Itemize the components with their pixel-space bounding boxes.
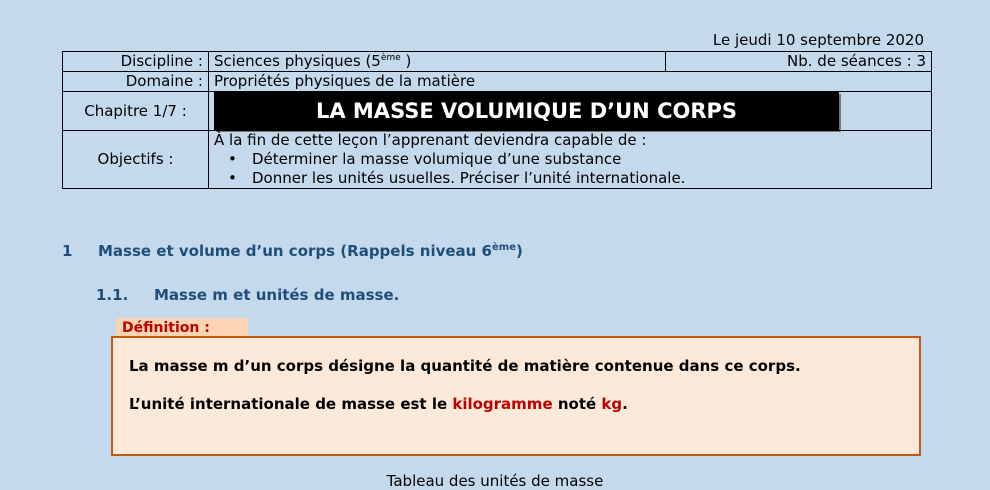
bullet-icon: • <box>228 150 237 168</box>
objectifs-intro: À la fin de cette leçon l’apprenant deviendra capable de : <box>214 131 647 149</box>
lesson-header-table <box>62 51 932 189</box>
table-caption: Tableau des unités de masse <box>386 472 604 490</box>
domaine-value: Propriétés physiques de la matière <box>209 72 932 92</box>
objectif-item: • Déterminer la masse volumique d’une substance <box>228 150 622 168</box>
definition-text: La masse m d’un corps désigne la quantité de matière contenue dans ce corps. <box>129 357 801 375</box>
definition-box <box>111 336 921 456</box>
section-heading-1: 1 Masse et volume d’un corps (Rappels niveau 6ème) <box>62 242 523 260</box>
domaine-label: Domaine : <box>63 72 209 92</box>
objectifs-label: Objectifs : <box>63 131 209 189</box>
discipline-label: Discipline : <box>63 52 209 72</box>
lesson-title: LA MASSE VOLUMIQUE D’UN CORPS <box>214 92 839 130</box>
objectif-item: • Donner les unités usuelles. Préciser l’unité internationale. <box>228 169 686 187</box>
sessions-count: Nb. de séances : 3 <box>666 52 932 72</box>
chapitre-label: Chapitre 1/7 : <box>63 92 209 131</box>
discipline-value: Sciences physiques (5ème ) <box>209 52 666 72</box>
definition-tag: Définition : <box>116 318 248 338</box>
title-cell <box>209 92 932 131</box>
bullet-icon: • <box>228 169 237 187</box>
section-heading-1-1: 1.1. Masse m et unités de masse. <box>96 286 400 304</box>
lesson-date: Le jeudi 10 septembre 2020 <box>712 31 924 49</box>
definition-unit-text: L’unité internationale de masse est le kilogramme noté kg. <box>129 395 628 413</box>
objectifs-content <box>209 131 932 189</box>
